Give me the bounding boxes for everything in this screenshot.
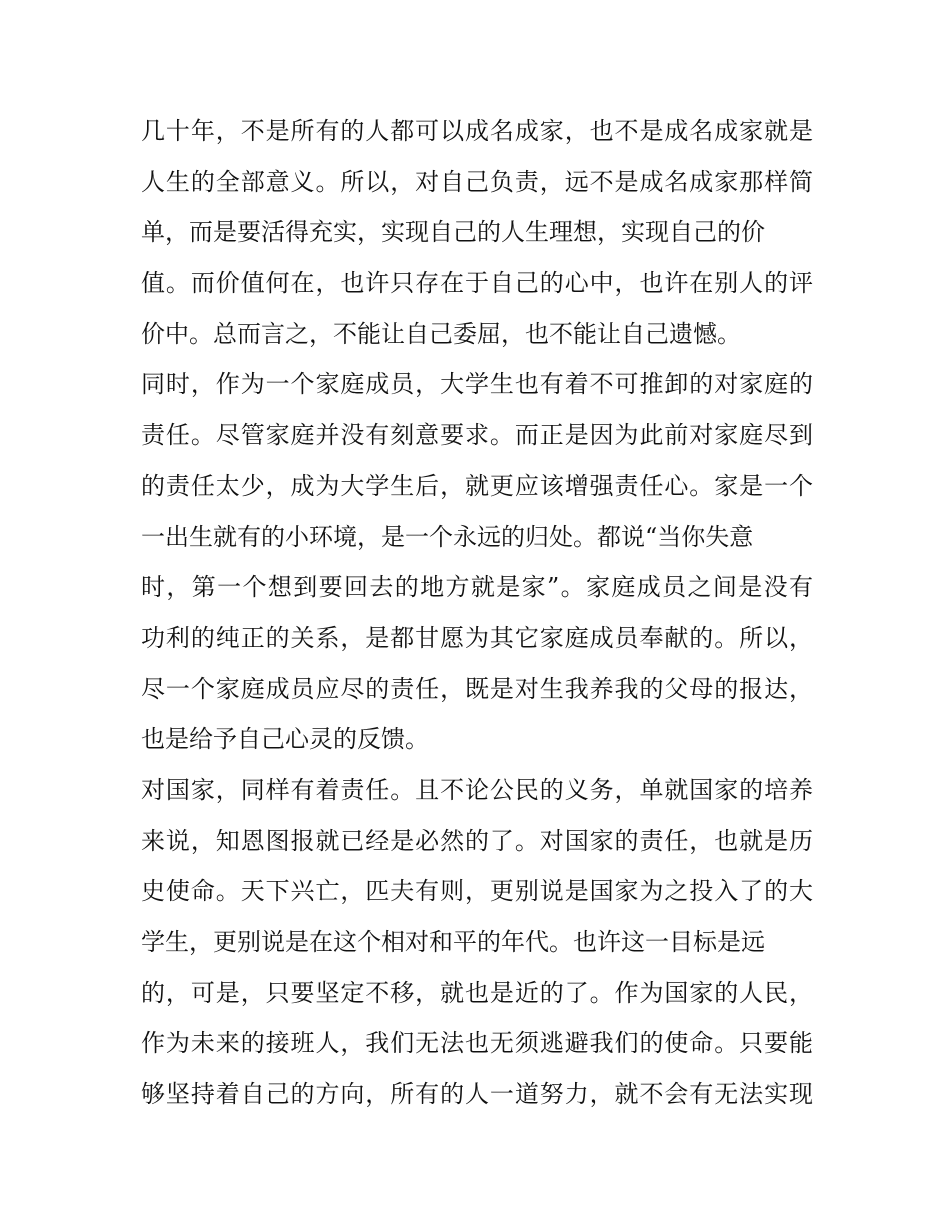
text-line-3: 单，而是要活得充实，实现自己的人生理想，实现自己的价 xyxy=(141,218,765,247)
text-line-5: 价中。总而言之，不能让自己委屈，也不能让自己遗憾。 xyxy=(141,319,741,348)
text-line-4: 值。而价值何在，也许只存在于自己的心中，也许在别人的评 xyxy=(141,269,813,298)
text-line-15: 来说，知恩图报就已经是必然的了。对国家的责任，也就是历 xyxy=(141,826,813,855)
text-line-1: 几十年，不是所有的人都可以成名成家，也不是成名成家就是 xyxy=(141,117,813,145)
text-line-18: 的，可是，只要坚定不移，就也是近的了。作为国家的人民， xyxy=(141,978,813,1007)
text-line-17: 学生，更别说是在这个相对和平的年代。也许这一目标是远 xyxy=(141,928,765,956)
text-line-10: 时，第一个想到要回去的地方就是家”。家庭成员之间是没有 xyxy=(141,573,813,602)
text-line-16: 史使命。天下兴亡，匹夫有则，更别说是国家为之投入了的大 xyxy=(141,877,813,906)
text-line-13: 也是给予自己心灵的反馈。 xyxy=(141,725,429,754)
text-line-6: 同时，作为一个家庭成员，大学生也有着不可推卸的对家庭的 xyxy=(141,370,813,399)
body-text xyxy=(141,106,813,1120)
text-line-19: 作为未来的接班人，我们无法也无须逃避我们的使命。只要能 xyxy=(141,1029,813,1058)
text-line-7: 责任。尽管家庭并没有刻意要求。而正是因为此前对家庭尽到 xyxy=(141,421,813,450)
text-line-9: 一出生就有的小环境，是一个永远的归处。都说“当你失意 xyxy=(141,522,754,551)
text-line-2: 人生的全部意义。所以，对自己负责，远不是成名成家那样简 xyxy=(141,167,813,196)
text-line-20: 够坚持着自己的方向，所有的人一道努力，就不会有无法实现 xyxy=(141,1080,813,1109)
text-line-14: 对国家，同样有着责任。且不论公民的义务，单就国家的培养 xyxy=(141,775,813,804)
text-line-12: 尽一个家庭成员应尽的责任，既是对生我养我的父母的报达， xyxy=(141,674,813,703)
text-line-11: 功利的纯正的关系，是都甘愿为其它家庭成员奉献的。所以， xyxy=(141,623,813,652)
text-line-8: 的责任太少，成为大学生后，就更应该增强责任心。家是一个 xyxy=(141,471,813,500)
